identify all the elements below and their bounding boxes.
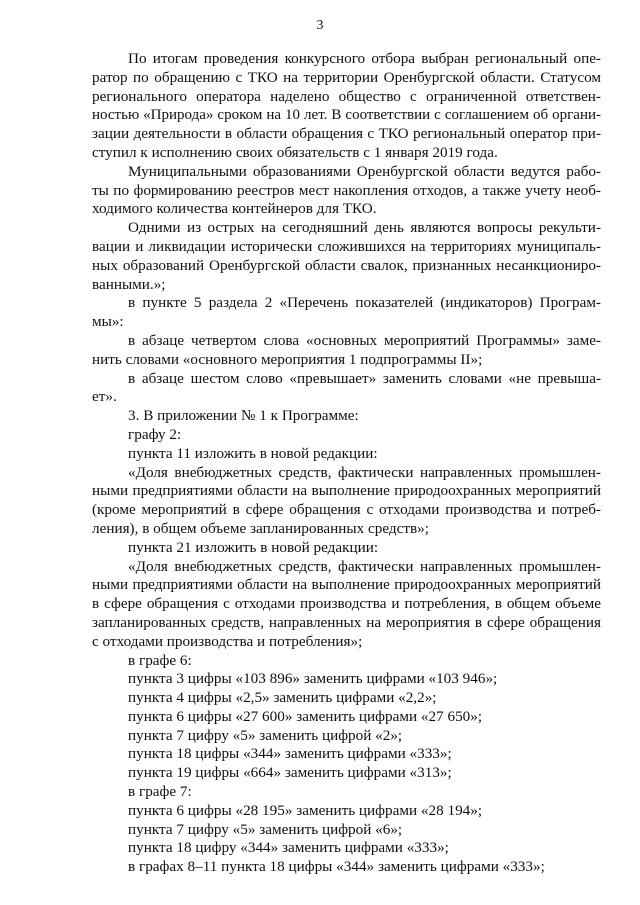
text-line: нить словами «основного мероприятия 1 подпрограммы II»; [92, 350, 483, 368]
text-line: вации и ликвидации исторически сложившихся на территориях муниципаль- [92, 237, 601, 255]
text-line: Муниципальными образованиями Оренбургской области ведутся рабо- [128, 162, 601, 180]
text-line: зации деятельности в области обращения с ТКО региональный оператор при- [92, 125, 601, 143]
text-line: Одними из острых на сегодняшний день являются вопросы рекульти- [128, 219, 601, 237]
text-line: ступил к исполнению своих обязательств с 1 января 2019 года. [92, 143, 498, 161]
text-line: пункта 21 изложить в новой редакции: [128, 538, 379, 556]
text-line: «Доля внебюджетных средств, фактически направленных промышлен- [128, 557, 601, 575]
text-line: ходимого количества контейнеров для ТКО. [92, 200, 377, 218]
text-line: (кроме мероприятий в сфере обращения с отходами производства и потреб- [92, 501, 601, 519]
text-line: в абзаце четвертом слова «основных мероприятий Программы» заме- [128, 331, 601, 349]
text-line: в абзаце шестом слово «превышает» заменить словами «не превыша- [128, 369, 601, 387]
text-line: По итогам проведения конкурсного отбора выбран региональный опе- [128, 50, 601, 67]
text-line: запланированных средств, направленных на мероприятия в сфере обращения [92, 613, 601, 631]
text-line: пункта 6 цифры «28 195» заменить цифрами «28 194»; [128, 801, 483, 819]
text-line: мы»: [92, 313, 124, 331]
text-line: ванными.»; [92, 275, 166, 293]
text-line: в графах 8–11 пункта 18 цифры «344» заменить цифрами «333»; [128, 858, 545, 876]
text-line: пункта 7 цифру «5» заменить цифрой «6»; [128, 820, 403, 838]
text-line: графу 2: [128, 425, 182, 443]
text-line: пункта 19 цифры «664» заменить цифрами «313»; [128, 764, 452, 782]
text-line: ет». [92, 388, 117, 406]
text-line: в сфере обращения с отходами производства и потребления, в общем объеме [92, 595, 601, 613]
text-line: пункта 7 цифру «5» заменить цифрой «2»; [128, 726, 403, 744]
text-line: ностью «Природа» сроком на 10 лет. В соответствии с соглашением об органи- [92, 107, 601, 124]
text-line: ных образований Оренбургской области свалок, признанных несанкциониро- [92, 256, 601, 274]
text-line: пункта 18 цифру «344» заменить цифрами «333»; [128, 839, 449, 857]
text-line: с отходами производства и потребления»; [92, 632, 363, 650]
text-line: ления), в общем объеме запланированных средств»; [92, 519, 429, 537]
text-line: ными предприятиями области на выполнение природоохранных мероприятий [92, 482, 601, 500]
text-line: ратор по обращению с ТКО на территории Оренбургской области. Статусом [92, 68, 601, 86]
text-line: пункта 6 цифры «27 600» заменить цифрами «27 650»; [128, 707, 483, 725]
document-body [92, 50, 601, 877]
text-line: «Доля внебюджетных средств, фактически направленных промышлен- [128, 463, 601, 481]
page-number: 3 [316, 18, 324, 33]
text-line: пункта 4 цифры «2,5» заменить цифрами «2,2»; [128, 689, 437, 707]
text-line: пункта 3 цифры «103 896» заменить цифрами «103 946»; [128, 670, 498, 688]
text-line: пункта 18 цифры «344» заменить цифрами «333»; [128, 745, 452, 763]
text-line: в графе 7: [128, 783, 192, 801]
text-line: пункта 11 изложить в новой редакции: [128, 444, 378, 462]
text-line: ты по формированию реестров мест накопления отходов, а также учету необ- [92, 181, 601, 199]
text-line: 3. В приложении № 1 к Программе: [128, 407, 359, 425]
text-line: в графе 6: [128, 651, 192, 669]
text-line: ными предприятиями области на выполнение природоохранных мероприятий [92, 576, 601, 594]
text-line: регионального оператора наделено общество с ограниченной ответствен- [92, 87, 601, 105]
text-line: в пункте 5 раздела 2 «Перечень показателей (индикаторов) Програм- [128, 294, 601, 312]
